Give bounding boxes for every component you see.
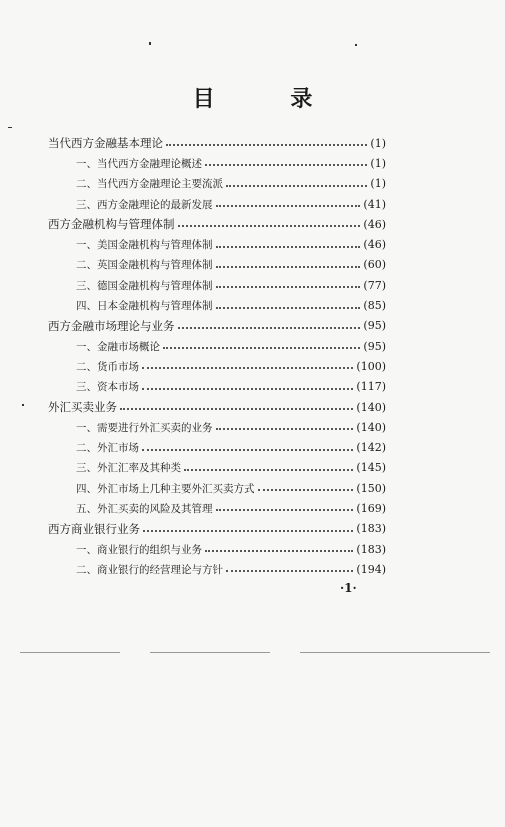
dot-leader bbox=[120, 402, 353, 410]
dot-leader bbox=[216, 280, 361, 288]
scan-edge-line bbox=[300, 652, 490, 653]
toc-entry-page: (194) bbox=[356, 562, 386, 576]
toc-entry-page: (100) bbox=[356, 359, 386, 373]
dot-leader bbox=[205, 158, 367, 166]
dot-leader bbox=[142, 361, 353, 369]
toc-entry-title: 二、商业银行的经营理论与方针 bbox=[76, 563, 223, 576]
toc-entry-section bbox=[48, 539, 386, 559]
toc-entry-page: (1) bbox=[370, 156, 386, 170]
toc-entry-section bbox=[48, 498, 386, 518]
toc-entry-section bbox=[48, 194, 386, 214]
toc-entry-title: 三、外汇汇率及其种类 bbox=[76, 462, 181, 475]
toc-entry-title: 一、金融市场概论 bbox=[76, 340, 160, 353]
toc-entry-page: (140) bbox=[356, 400, 386, 414]
dot-leader bbox=[178, 321, 361, 329]
toc-entry-title: 三、西方金融理论的最新发展 bbox=[76, 198, 213, 211]
toc-entry-title: 四、日本金融机构与管理体制 bbox=[76, 300, 213, 313]
toc-entry-chapter bbox=[48, 133, 386, 153]
toc-entry-page: (1) bbox=[370, 177, 386, 191]
toc-entry-section bbox=[48, 437, 386, 457]
toc-entry-title: 西方商业银行业务 bbox=[48, 521, 140, 536]
toc-entry-title: 一、商业银行的组织与业务 bbox=[76, 543, 202, 556]
dot-leader bbox=[216, 301, 361, 309]
toc-entry-title: 一、当代西方金融理论概述 bbox=[76, 157, 202, 170]
toc-entry-section bbox=[48, 377, 386, 397]
dot-leader bbox=[205, 544, 353, 552]
toc-entry-page: (117) bbox=[356, 380, 386, 394]
toc-entry-page: (85) bbox=[363, 299, 386, 313]
dot-leader bbox=[226, 179, 367, 187]
toc-entry-title: 外汇买卖业务 bbox=[48, 400, 117, 414]
dot-leader bbox=[143, 524, 353, 532]
toc-entry-page: (140) bbox=[356, 420, 386, 434]
toc-entry-chapter bbox=[48, 519, 386, 539]
dot-leader bbox=[184, 463, 353, 471]
toc-entry-title: 一、美国金融机构与管理体制 bbox=[76, 239, 213, 252]
toc-entry-page: (150) bbox=[356, 481, 386, 495]
toc-entry-chapter bbox=[48, 316, 386, 336]
toc-entry-section bbox=[48, 336, 386, 356]
toc-entry-page: (95) bbox=[363, 339, 386, 353]
toc-entry-title: 四、外汇市场上几种主要外汇买卖方式 bbox=[76, 482, 255, 495]
toc-entry-page: (95) bbox=[363, 319, 386, 333]
toc-entry-title: 西方金融机构与管理体制 bbox=[48, 217, 175, 232]
toc-entry-title: 二、外汇市场 bbox=[76, 442, 139, 455]
toc-entry-page: (46) bbox=[363, 217, 386, 231]
toc-entry-section bbox=[48, 153, 386, 173]
dot-leader bbox=[216, 199, 361, 207]
dot-leader bbox=[178, 219, 361, 227]
dot-leader bbox=[142, 382, 353, 390]
dot-leader bbox=[142, 443, 353, 451]
toc-entry-chapter bbox=[48, 397, 386, 417]
scan-speck bbox=[149, 42, 151, 45]
toc-entry-section bbox=[48, 255, 386, 275]
toc-entry-title: 二、当代西方金融理论主要流派 bbox=[76, 178, 223, 191]
scan-edge-line bbox=[150, 652, 270, 653]
dot-leader bbox=[216, 240, 361, 248]
toc-entry-section bbox=[48, 458, 386, 478]
toc-entry-page: (46) bbox=[363, 238, 386, 252]
dot-leader bbox=[216, 503, 354, 511]
page-number: ·1· bbox=[340, 581, 357, 595]
toc-entry-page: (169) bbox=[356, 501, 386, 515]
dot-leader bbox=[226, 564, 353, 572]
toc-entry-chapter bbox=[48, 214, 386, 234]
toc-entry-section bbox=[48, 559, 386, 579]
toc-entry-section bbox=[48, 174, 386, 194]
dot-leader bbox=[258, 483, 354, 491]
scan-speck bbox=[22, 404, 24, 406]
table-of-contents bbox=[48, 133, 386, 580]
page-title: 目 录 bbox=[192, 87, 347, 112]
toc-entry-page: (145) bbox=[356, 461, 386, 475]
toc-entry-title: 三、资本市场 bbox=[76, 381, 139, 394]
toc-entry-page: (183) bbox=[356, 542, 386, 556]
toc-entry-section bbox=[48, 417, 386, 437]
toc-entry-title: 三、德国金融机构与管理体制 bbox=[76, 279, 213, 292]
dot-leader bbox=[163, 341, 360, 349]
toc-entry-section bbox=[48, 478, 386, 498]
dot-leader bbox=[216, 260, 361, 268]
toc-entry-section bbox=[48, 234, 386, 254]
toc-entry-page: (77) bbox=[363, 278, 386, 292]
toc-entry-page: (41) bbox=[363, 197, 386, 211]
toc-entry-title: 一、需要进行外汇买卖的业务 bbox=[76, 421, 213, 434]
dot-leader bbox=[166, 138, 367, 146]
toc-entry-page: (142) bbox=[356, 441, 386, 455]
toc-entry-section bbox=[48, 275, 386, 295]
scan-speck bbox=[355, 44, 357, 46]
scan-edge-line bbox=[20, 652, 120, 653]
toc-entry-page: (60) bbox=[363, 258, 386, 272]
scan-speck bbox=[8, 127, 12, 128]
toc-entry-section bbox=[48, 356, 386, 376]
toc-entry-title: 二、货币市场 bbox=[76, 360, 139, 373]
toc-entry-section bbox=[48, 295, 386, 315]
toc-entry-page: (1) bbox=[370, 136, 386, 150]
dot-leader bbox=[216, 422, 354, 430]
toc-entry-page: (183) bbox=[356, 522, 386, 536]
toc-entry-title: 西方金融市场理论与业务 bbox=[48, 318, 175, 333]
toc-entry-title: 二、英国金融机构与管理体制 bbox=[76, 259, 213, 272]
toc-entry-title: 当代西方金融基本理论 bbox=[48, 136, 163, 151]
toc-entry-title: 五、外汇买卖的风险及其管理 bbox=[76, 502, 213, 515]
